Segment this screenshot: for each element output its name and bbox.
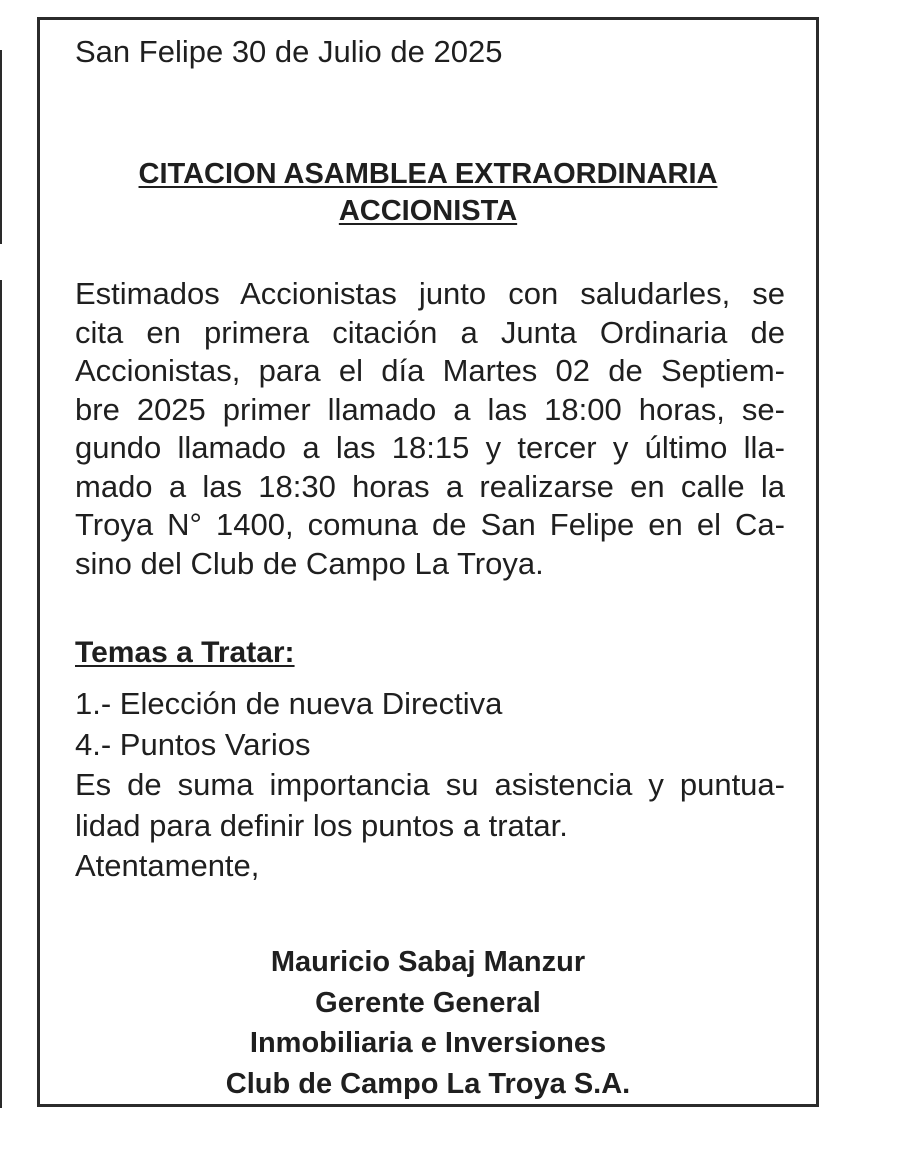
page-edge-rule-top bbox=[0, 50, 2, 244]
company-line-2: Club de Campo La Troya S.A. bbox=[225, 1067, 631, 1100]
body-line: Troya N° 1400, comuna de San Felipe en el Ca- bbox=[75, 507, 785, 542]
body-line: cita en primera citación a Junta Ordinaria de bbox=[75, 314, 785, 350]
closing-line: Es de suma importancia su asistencia y puntua- bbox=[75, 767, 785, 802]
agenda-list bbox=[75, 684, 785, 887]
body-line: mado a las 18:30 horas a realizarse en calle la bbox=[75, 468, 785, 504]
notice-title bbox=[40, 156, 816, 230]
body-line: bre 2025 primer llamado a las 18:00 horas, se- bbox=[75, 391, 785, 427]
notice-body bbox=[75, 275, 785, 583]
notice-box bbox=[37, 17, 819, 1107]
notice-date: San Felipe 30 de Julio de 2025 bbox=[75, 34, 503, 69]
signatory-name: Mauricio Sabaj Manzur bbox=[270, 946, 586, 978]
closing-line: lidad para definir los puntos a tratar. bbox=[75, 807, 568, 843]
notice-title-line-1: CITACION ASAMBLEA EXTRAORDINARIA bbox=[138, 158, 718, 190]
company-line-1: Inmobiliaria e Inversiones bbox=[249, 1027, 607, 1059]
body-line: gundo llamado a las 18:15 y tercer y último lla- bbox=[75, 430, 785, 465]
agenda-item: 4.- Puntos Varios bbox=[75, 726, 311, 762]
page-edge-rule-bottom bbox=[0, 280, 2, 1108]
signature-block bbox=[40, 942, 816, 1104]
body-line: sino del Club de Campo La Troya. bbox=[75, 545, 544, 581]
agenda-heading: Temas a Tratar: bbox=[75, 636, 295, 669]
agenda-item: 1.- Elección de nueva Directiva bbox=[75, 686, 503, 721]
body-line: Accionistas, para el día Martes 02 de Septiem- bbox=[75, 353, 785, 388]
notice-title-line-2: ACCIONISTA bbox=[338, 195, 518, 227]
signatory-position: Gerente General bbox=[315, 986, 541, 1019]
body-line: Estimados Accionistas junto con saludarles, se bbox=[75, 276, 785, 311]
salutation: Atentamente, bbox=[75, 848, 260, 883]
